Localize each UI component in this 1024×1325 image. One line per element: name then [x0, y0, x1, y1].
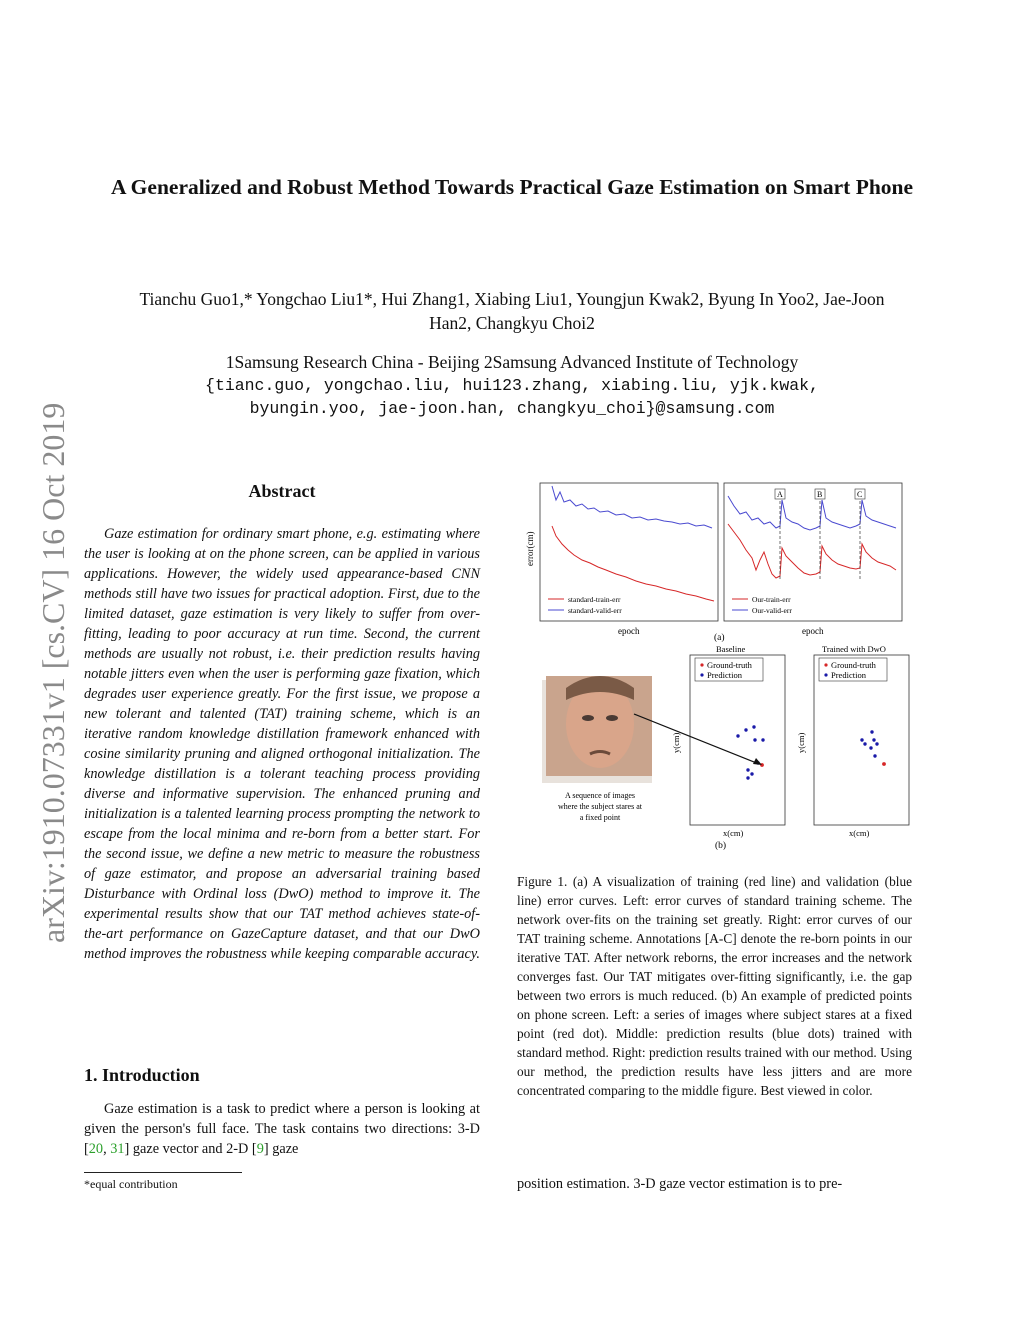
x-axis-label-left: epoch: [618, 626, 640, 636]
face-caption-2: where the subject stares at: [558, 802, 642, 811]
gaze-arrow: [634, 714, 759, 764]
prediction-point: [873, 754, 876, 757]
legend-standard-valid: standard-valid-err: [568, 606, 622, 615]
legend-baseline: [695, 658, 763, 681]
face-image: [542, 676, 652, 783]
reborn-markers: [775, 489, 865, 580]
legend-tat-valid: Our-valid-err: [752, 606, 792, 615]
authors-line-1: Tianchu Guo1,* Yongchao Liu1*, Hui Zhang1, Xiabing Liu1, Youngjun Kwak2, Byung In Yoo2, Jae-Joon: [139, 289, 885, 309]
paper-title: A Generalized and Robust Method Towards Practical Gaze Estimation on Smart Phone: [110, 175, 914, 199]
prediction-point: [869, 746, 872, 749]
prediction-point: [761, 738, 764, 741]
prediction-point: [746, 776, 749, 779]
face-caption-3: a fixed point: [579, 813, 621, 822]
arxiv-stamp: [14, 355, 74, 945]
tat-valid-curve: [728, 496, 896, 530]
prediction-point: [863, 742, 866, 745]
legend-tat-train: Our-train-err: [752, 595, 791, 604]
legend-ground-truth: Ground-truth: [707, 660, 752, 670]
introduction-heading: 1. Introduction: [84, 1065, 200, 1085]
legend-standard-train: standard-train-err: [568, 595, 621, 604]
dwo-title: Trained with DwO: [822, 644, 886, 654]
annotation-b: B: [817, 490, 823, 499]
cite-separator: ,: [103, 1141, 111, 1157]
emails: [80, 374, 944, 420]
prediction-point: [870, 730, 873, 733]
prediction-point: [860, 738, 863, 741]
prediction-point: [744, 728, 747, 731]
citation-link[interactable]: 20: [88, 1141, 104, 1157]
legend-standard: [548, 595, 622, 615]
annotation-a: A: [777, 490, 783, 499]
baseline-title: Baseline: [716, 644, 746, 654]
citation-link[interactable]: 31: [110, 1141, 125, 1157]
arrow-head: [753, 758, 762, 765]
prediction-point: [875, 742, 878, 745]
citation-link[interactable]: 9: [256, 1141, 264, 1157]
author-list: [80, 287, 944, 335]
authors-line-2: Han2, Changkyu Choi2: [429, 313, 595, 333]
ylabel-baseline: y(cm): [671, 732, 681, 753]
prediction-point: [753, 738, 756, 741]
abstract-body: Gaze estimation for ordinary smart phone, e.g. estimating where the user is looking at on the phone screen, can be applied in various applications. However, the widely used appearance-based CNN methods still have two issues for practical adoption. First, due to the limited dataset, gaze estimation is very likely to suffer from over-fitting, leading to poor accuracy at run time. Second, the current methods are usually not robust, i.e. their prediction results having notable jitters even when the user is performing gaze fixation, which degrades user experience greatly. For the first issue, we propose a new tolerant and talented (TAT) training scheme, which is an iterative random knowledge distillation framework enhanced with cosine similarity pruning and aligned orthogonal initialization. The knowledge distillation is a tolerant teaching process providing diverse and informative supervision. The enhanced pruning and initialization is a talented learning process prompting the network to escape from the local minima and re-born from a better start. For the second issue, we define a new metric to measure the robustness of gaze estimator, and propose an adversarial training based Disturbance with Ordinal loss (DwO) method to improve it. The experimental results show that our TAT method achieves state-of-the-art performance on GazeCapture dataset, and that our DwO method improves the robustness while keeping comparable accuracy.: [84, 526, 480, 962]
y-axis-label-error: error(cm): [525, 531, 535, 566]
baseline-predictions: [736, 725, 764, 779]
ylabel-dwo: y(cm): [796, 732, 806, 753]
emails-line-2: byungin.yoo, jae-joon.han, changkyu_choi}@samsung.com: [249, 399, 775, 418]
annotation-c: C: [857, 490, 863, 499]
xlabel-dwo: x(cm): [849, 828, 870, 838]
footnote-rule: [84, 1172, 242, 1173]
intro-text-a: Gaze estimation is a task to predict where a person is looking at given the person's full face. The task contains two directions: 3-D [: [84, 1101, 480, 1157]
introduction-body: [84, 1099, 480, 1159]
legend-ground-truth: Ground-truth: [831, 660, 876, 670]
dwo-predictions: [860, 730, 886, 766]
figure-1: [516, 478, 916, 858]
xlabel-baseline: x(cm): [723, 828, 744, 838]
prediction-point: [750, 772, 753, 775]
intro-text-b: ] gaze vector and 2-D [: [124, 1141, 257, 1157]
arxiv-id: arXiv:1910.07331v1 [cs.CV] 16 Oct 2019: [35, 402, 71, 943]
tat-train-curve: [728, 524, 896, 578]
column-2-continuation: position estimation. 3-D gaze vector estimation is to pre-: [517, 1176, 843, 1192]
prediction-point: [736, 734, 739, 737]
x-axis-label-right: epoch: [802, 626, 824, 636]
face-caption-1: A sequence of images: [565, 791, 635, 800]
legend-prediction: Prediction: [831, 670, 866, 680]
legend-prediction: Prediction: [707, 670, 742, 680]
legend-dwo: [819, 658, 887, 681]
footnote: *equal contribution: [84, 1177, 178, 1191]
prediction-point: [746, 768, 749, 771]
abstract-heading: Abstract: [248, 481, 316, 501]
prediction-point: [872, 738, 875, 741]
panel-b-label: (b): [715, 841, 727, 851]
standard-valid-curve: [552, 486, 712, 528]
ground-truth-point: [882, 762, 886, 766]
affiliations: 1Samsung Research China - Beijing 2Samsung Advanced Institute of Technology: [225, 352, 799, 372]
emails-line-1: {tianc.guo, yongchao.liu, hui123.zhang, xiabing.liu, yjk.kwak,: [205, 376, 819, 395]
figure-caption: Figure 1. (a) A visualization of training (red line) and validation (blue line) error curves. Left: error curves of standard training scheme. The network over-fits on the training set greatly. Right: error curves of our TAT training scheme. Annotations [A-C] denote the re-born points in our iterative TAT. After network reborns, the error increases and the network converges fast. Our TAT mitigates over-fitting significantly, i.e. the gap between two errors is much reduced. (b) An example of predicted points on phone screen. Left: a series of images where subject stares at a fixed point (red dot). Middle: prediction results (blue dots) trained with standard method. Right: prediction results trained with our method. Using our method, the prediction results have less jitters and are more concentrated comparing to the middle figure. Best viewed in color.: [517, 874, 912, 1098]
plot-frame-tat: [724, 483, 902, 621]
legend-tat: [732, 595, 792, 615]
standard-train-curve: [552, 526, 714, 601]
panel-a-label: (a): [714, 633, 725, 643]
intro-text-c: ] gaze: [263, 1141, 299, 1157]
prediction-point: [752, 725, 755, 728]
plot-frame-standard: [540, 483, 718, 621]
